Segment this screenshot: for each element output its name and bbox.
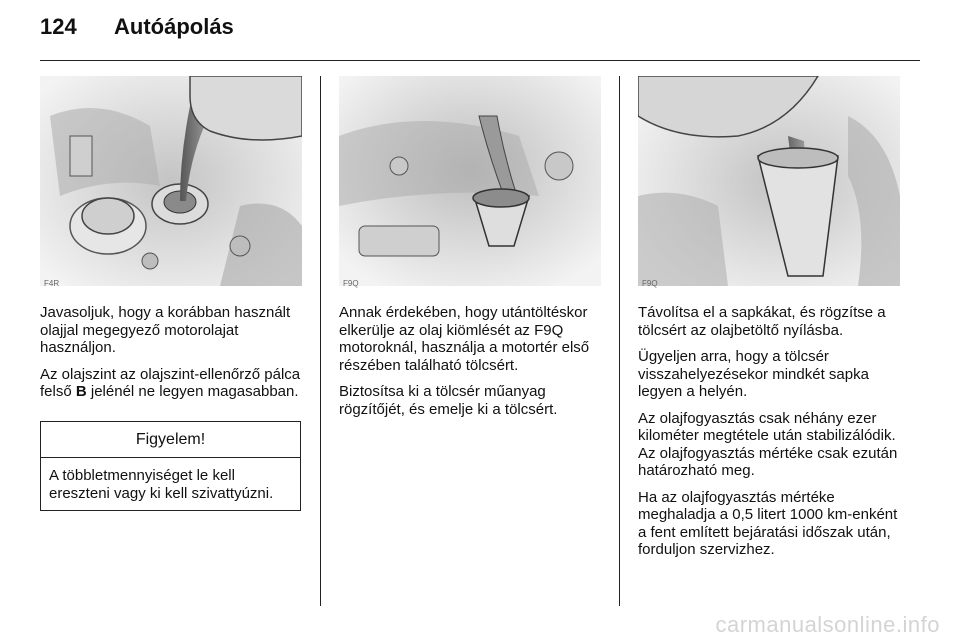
paragraph: Ügyeljen arra, hogy a tölcsér visszahelyezésekor mindkét sapka legyen a helyén.: [638, 348, 869, 400]
bold-letter: B: [75, 383, 87, 400]
paragraph: Ha az olajfogyasztás mértéke meghaladja a 0,5 litert 1000 km-enként a fent említett bejáratási időszak után, forduljon szervizhez.: [638, 488, 898, 558]
engine-bay-illustration: [339, 76, 601, 286]
funnel-illustration: [638, 76, 900, 286]
paragraph: Távolítsa el a sapkákat, és rögzítse a tölcsért az olajbetöltő nyílásba.: [638, 304, 886, 339]
figure-funnel-pouring: [638, 76, 900, 286]
paragraph: Javasoljuk, hogy a korábban használt olajjal megegyező motorolajat használjon.: [40, 304, 291, 356]
engine-illustration: [40, 76, 302, 286]
paragraph: Az olajfogyasztás csak néhány ezer kilométer megtétele után stabilizálódik. Az olajfogyasztás mértéke csak ezután határozható meg.: [638, 409, 898, 479]
column-1: [40, 76, 302, 286]
column-divider: [320, 76, 321, 606]
page-number: 124: [40, 14, 77, 39]
figure-code: F9Q: [343, 279, 359, 288]
warning-title: Figyelem!: [41, 422, 300, 458]
figure-funnel-location: [339, 76, 601, 286]
paragraph: Az olajszint az olajszint-ellenőrző pálca felső B jelénél ne legyen magasabban.: [40, 365, 301, 400]
column-3-text: [638, 304, 902, 568]
column-2: [339, 76, 601, 286]
figure-code: F9Q: [642, 279, 658, 288]
figure-code: F4R: [44, 279, 60, 288]
watermark: carmanualsonline.info: [715, 612, 940, 637]
column-1-text: [40, 304, 308, 410]
warning-body: A többletmennyiséget le kell ereszteni vagy ki kell szivattyúzni.: [49, 467, 274, 502]
column-3: [638, 76, 900, 286]
paragraph: Annak érdekében, hogy utántöltéskor elkerülje az olaj kiömlését az F9Q motoroknál, használja a motortér első részében található tölcsért.: [339, 304, 590, 374]
header-rule: [40, 60, 920, 61]
figure-oil-pouring: [40, 76, 302, 286]
column-2-text: [339, 304, 607, 427]
chapter-title: Autóápolás: [114, 14, 234, 39]
warning-box: [40, 421, 301, 511]
paragraph: Biztosítsa ki a tölcsér műanyag rögzítőjét, és emelje ki a tölcsért.: [339, 383, 558, 418]
column-divider: [619, 76, 620, 606]
page-header: [40, 14, 234, 44]
